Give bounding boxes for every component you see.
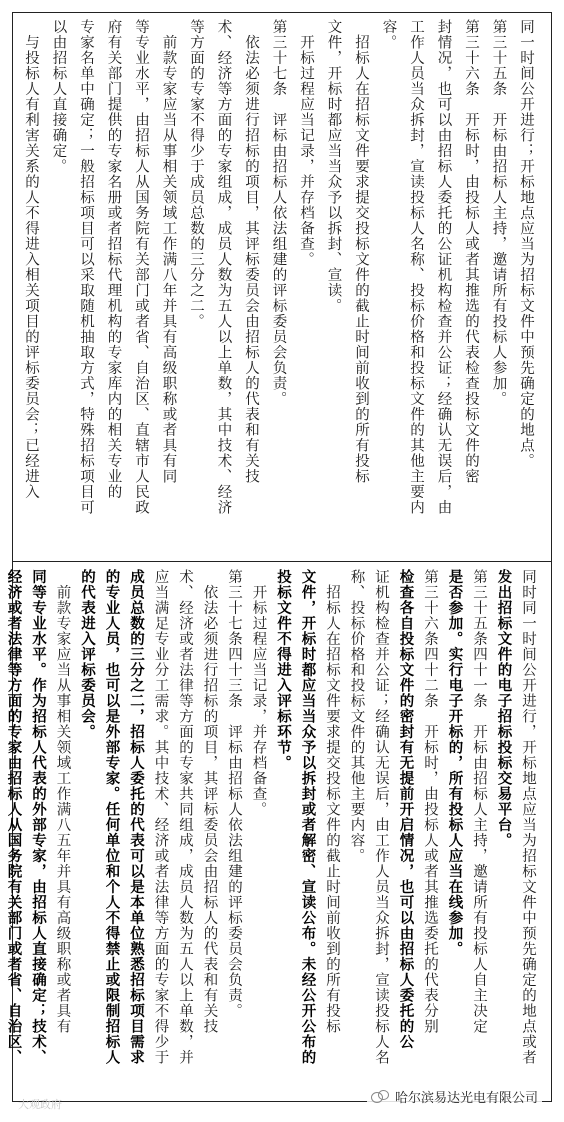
text-column: 称、投标价格和投标文件的其他主要内容。 bbox=[348, 569, 365, 864]
text-column: 第三十五条四十一条 开标由招标人主持，邀请所有投标人自主决定 bbox=[471, 569, 487, 1034]
publisher-brand bbox=[367, 1085, 542, 1108]
text-column: 证机构检查并公证；经确认无误后，由工作人员当众拆封，宣读投标人名 bbox=[373, 569, 389, 1065]
text-column: 术、经济或者法律等方面的专家共同组成，成员人数为五人以上单数，并 bbox=[177, 569, 193, 1065]
text-column: 同一时间公开进行；开标地点应当为招标文件中预先确定的地点。 bbox=[518, 19, 534, 469]
text-column: 以由招标人直接确定。 bbox=[50, 19, 67, 174]
text-column: 第三十六条 开标时，由投标人或者其推选的代表检查投标文件的密 bbox=[463, 19, 479, 484]
publisher-name: 哈尔滨易达光电有限公司 bbox=[394, 1091, 538, 1106]
text-column: 发出招标文件的电子招标投标交易平台。 bbox=[495, 569, 513, 848]
text-column: 等方面的专家不得少于成员总数的三分之二。 bbox=[188, 19, 204, 329]
original-text-section bbox=[13, 13, 551, 561]
text-column: 等专业水平，由招标人从国务院有关部门或者省、自治区、直辖市人民政 bbox=[133, 19, 149, 515]
text-column: 封情况，也可以由招标人委托的公证机构检查并公证；经确认无误后，由 bbox=[435, 19, 452, 515]
text-column: 第三十六条四十二条 开标时，由投标人或者其推选委托的代表分别 bbox=[422, 569, 438, 1034]
text-column: 依法必须进行招标的项目，其评标委员会由招标人的代表和有关技 bbox=[201, 569, 218, 1034]
text-column: 检查各自投标文件的密封有无提前开启情况，也可以由招标人委托的公 bbox=[397, 569, 415, 1050]
text-column: 招标人在招标文件要求提交投标文件的截止时间前收到的所有投标 bbox=[324, 569, 340, 1034]
watermark-text: 大观政府 bbox=[18, 1098, 62, 1111]
text-column: 是否参加。实行电子开标的，所有投标人应当在线参加。 bbox=[446, 569, 464, 957]
text-column: 容。 bbox=[380, 19, 397, 50]
text-column: 文件，开标时都应当当众予以拆封、宣读。 bbox=[325, 19, 342, 314]
text-column: 应当满足专业分工需求。其中技术、经济或者法律等方面的专家不得少于 bbox=[152, 569, 169, 1065]
revised-text-section bbox=[5, 563, 551, 1101]
text-column: 前款专家应当从事相关领域工作满八五年并具有高级职称或者具有 bbox=[54, 569, 71, 1034]
text-column: 第三十七条 评标由招标人依法组建的评标委员会负责。 bbox=[270, 19, 287, 407]
text-column: 术、经济等方面的专家组成，成员人数为五人以上单数，其中技术、经济 bbox=[215, 19, 232, 515]
text-column: 同等专业水平。作为招标人代表的外部专家，由招标人直接确定；技术、 bbox=[30, 569, 47, 1065]
text-column: 的专业人员，也可以是外部专家。任何单位和个人不得禁止或限制招标人 bbox=[103, 569, 121, 1065]
document-page bbox=[5, 12, 552, 1102]
text-column: 工作人员当众拆封，宣读投标人名称、投标价格和投标文件的其他主要内 bbox=[408, 19, 424, 515]
text-column: 同时同一时间公开进行，开标地点应当为招标文件中预先确定的地点或者 bbox=[520, 569, 536, 1065]
wechat-official-account-icon bbox=[371, 1090, 389, 1104]
text-column: 投标文件不得进入评标环节。 bbox=[275, 569, 292, 771]
text-column: 招标人在招标文件要求提交投标文件的截止时间前收到的所有投标 bbox=[353, 19, 369, 484]
text-column: 第三十七条四十三条 评标由招标人依法组建的评标委员会负责。 bbox=[226, 569, 242, 1019]
text-column: 经济或者法律等方面的专家由招标人从国务院有关部门或者省、自治区、 bbox=[5, 569, 23, 1065]
text-column: 开标过程应当记录，并存档备查。 bbox=[298, 19, 314, 267]
text-column: 专家名单中确定；一般招标项目可以采取随机抽取方式，特殊招标项目可 bbox=[78, 19, 94, 515]
section-divider bbox=[13, 561, 551, 562]
text-column: 成员总数的三分之二，招标人委托的代表可以是本单位熟悉招标项目需求 bbox=[128, 569, 145, 1065]
text-column: 前款专家应当从事相关领域工作满八年并具有高级职称或者具有同 bbox=[160, 19, 177, 484]
text-column: 第三十五条 开标由招标人主持，邀请所有投标人参加。 bbox=[490, 19, 507, 407]
text-column: 文件，开标时都应当当众予以拆封或者解密、宣读公布。未经公开公布的 bbox=[299, 569, 317, 1065]
text-column: 的代表进入评标委员会。 bbox=[79, 569, 96, 740]
text-column: 与投标人有利害关系的人不得进入相关项目的评标委员会；已经进入 bbox=[23, 19, 39, 500]
text-column: 府有关部门提供的专家名册或者招标代理机构的专家库内的相关专业的 bbox=[105, 19, 122, 500]
text-column: 开标过程应当记录，并存档备查。 bbox=[250, 569, 267, 817]
text-column: 依法必须进行招标的项目，其评标委员会由招标人的代表和有关技 bbox=[243, 19, 259, 484]
